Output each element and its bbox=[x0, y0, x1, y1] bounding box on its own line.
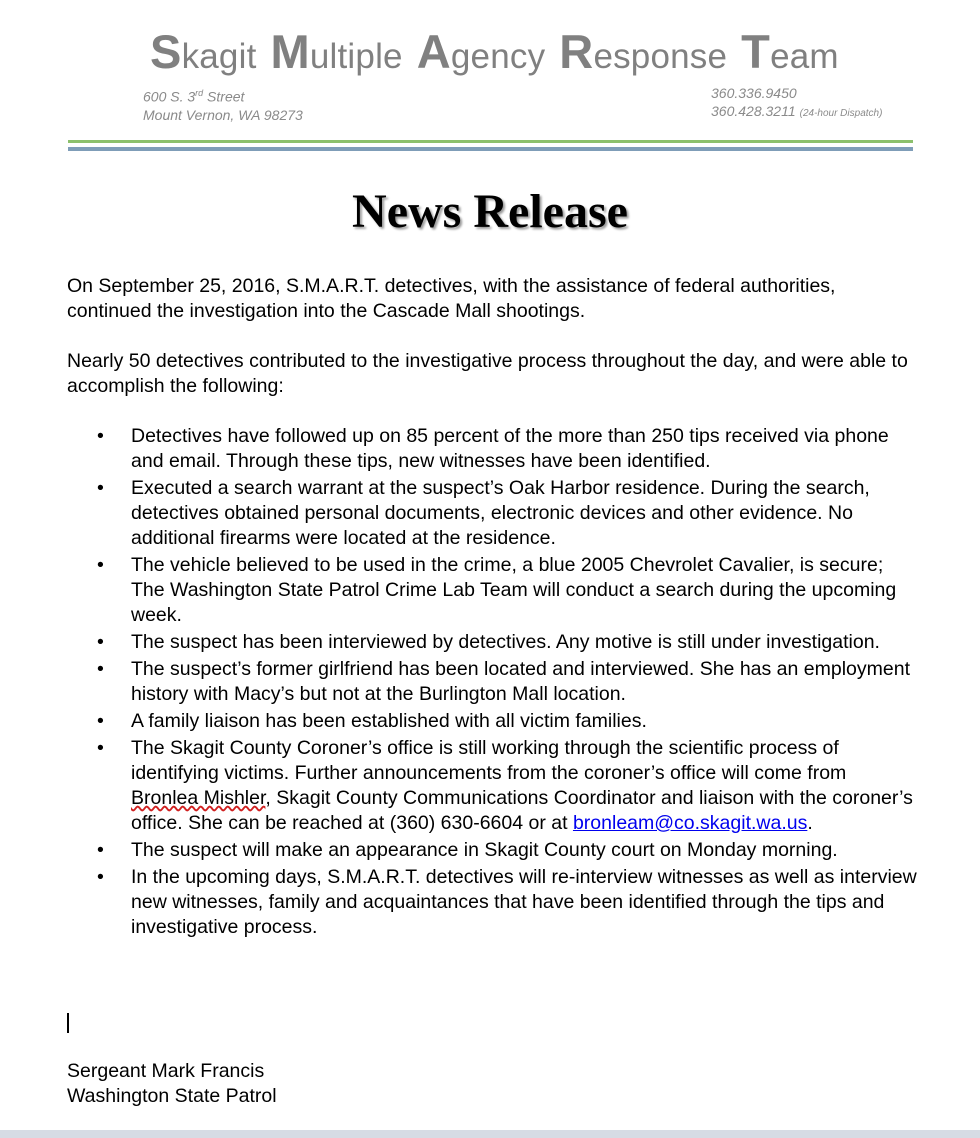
org-word-2: Multiple bbox=[270, 25, 403, 78]
list-item: • In the upcoming days, S.M.A.R.T. detectives will re-interview witnesses as well as interview new witnesses, family and acquaintances that have been identified through the tips and investigative process. bbox=[97, 866, 917, 938]
list-item: • Executed a search warrant at the suspect’s Oak Harbor residence. During the search, detectives obtained personal documents, electronic devices and other evidence. No additional firearms were located at the residence. bbox=[97, 477, 870, 549]
list-item: • The vehicle believed to be used in the crime, a blue 2005 Chevrolet Cavalier, is secure; The Washington State Patrol Crime Lab Team will conduct a search during the upcoming week. bbox=[97, 554, 897, 626]
dispatch-note: (24-hour Dispatch) bbox=[799, 108, 883, 119]
bullet-marker: • bbox=[97, 631, 104, 653]
list-item: • The suspect will make an appearance in Skagit County court on Monday morning. bbox=[97, 839, 838, 861]
signature-agency: Washington State Patrol bbox=[67, 1085, 277, 1107]
org-word-4: Response bbox=[559, 25, 728, 78]
bullet-marker: • bbox=[97, 554, 104, 576]
address-block bbox=[143, 84, 303, 124]
letterhead bbox=[0, 0, 980, 160]
bullet-marker: • bbox=[97, 425, 104, 447]
green-divider bbox=[68, 140, 913, 143]
signature-name: Sergeant Mark Francis bbox=[67, 1060, 265, 1082]
contact-name: Bronlea Mishler bbox=[131, 787, 266, 809]
org-word-1: Skagit bbox=[150, 25, 257, 78]
bullet-marker: • bbox=[97, 477, 104, 499]
address-line-2: Mount Vernon, WA 98273 bbox=[143, 106, 303, 123]
detectives-paragraph: Nearly 50 detectives contributed to the investigative process throughout the day, and were able to accomplish the following: bbox=[67, 350, 908, 397]
bullet-marker: • bbox=[97, 839, 104, 861]
signature-block bbox=[67, 1059, 277, 1109]
text-cursor bbox=[67, 1013, 69, 1033]
list-item-coroner: • The Skagit County Coroner’s office is still working through the scientific process of identifying victims. Further announcements from the coroner’s office will come from Bronlea Mishler, Skagit County Communications Coordinator and liaison with the coroner’s office. She can be reached at (360) 630-6604 or at bronleam@co.skagit.wa.us. bbox=[97, 737, 913, 834]
document-title: News Release bbox=[352, 185, 628, 238]
bullet-list bbox=[67, 424, 917, 940]
list-item: • The suspect has been interviewed by detectives. Any motive is still under investigation. bbox=[97, 631, 880, 653]
bullet-marker: • bbox=[97, 658, 104, 680]
phone-block bbox=[711, 84, 882, 123]
window-bottom-bar bbox=[0, 1130, 980, 1138]
intro-paragraph: On September 25, 2016, S.M.A.R.T. detectives, with the assistance of federal authorities, continued the investigation into the Cascade Mall shootings. bbox=[67, 275, 836, 322]
document-body[interactable] bbox=[67, 274, 917, 942]
bullet-marker: • bbox=[97, 866, 104, 888]
organization-name bbox=[150, 24, 853, 79]
blue-divider bbox=[68, 147, 913, 151]
org-word-3: Agency bbox=[416, 25, 546, 78]
list-item: • A family liaison has been established with all victim families. bbox=[97, 710, 647, 732]
phone-dispatch: 360.428.3211 (24-hour Dispatch) bbox=[711, 103, 883, 119]
bullet-marker: • bbox=[97, 710, 104, 732]
list-item: • The suspect’s former girlfriend has been located and interviewed. She has an employment history with Macy’s but not at the Burlington Mall location. bbox=[97, 658, 910, 705]
list-item: • Detectives have followed up on 85 percent of the more than 250 tips received via phone and email. Through these tips, new witnesses have been identified. bbox=[97, 425, 889, 472]
address-line-1: 600 S. 3rd Street bbox=[143, 88, 245, 105]
email-link[interactable]: bronleam@co.skagit.wa.us bbox=[572, 812, 808, 834]
phone-main: 360.336.9450 bbox=[711, 85, 797, 101]
org-word-5: Team bbox=[741, 25, 839, 78]
bullet-marker: • bbox=[97, 737, 104, 759]
